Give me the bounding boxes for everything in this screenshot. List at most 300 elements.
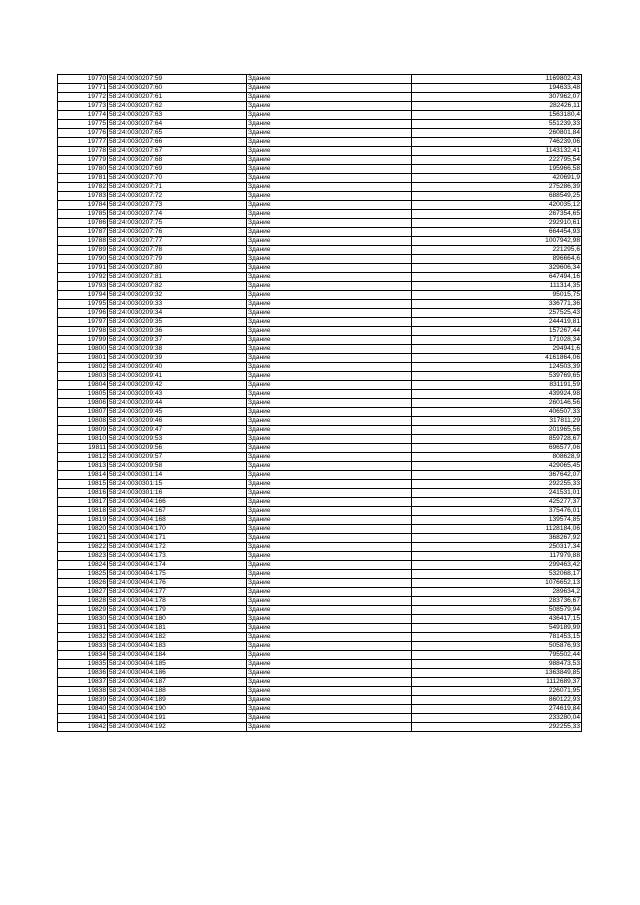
row-number-cell: 19827 xyxy=(58,588,108,597)
cadastral-value-cell: 664454,93 xyxy=(412,228,582,237)
cadastral-value-cell: 781453,15 xyxy=(412,633,582,642)
table-row xyxy=(58,363,582,372)
object-type-cell: Здание xyxy=(247,615,412,624)
table-row xyxy=(58,291,582,300)
cadastral-number-cell: 58:24:0030207:72 xyxy=(108,192,247,201)
cadastral-value-cell: 831191,59 xyxy=(412,381,582,390)
table-row xyxy=(58,543,582,552)
object-type-cell: Здание xyxy=(247,165,412,174)
cadastral-value-cell: 194633,48 xyxy=(412,84,582,93)
object-type-cell: Здание xyxy=(247,534,412,543)
cadastral-value-cell: 425277,37 xyxy=(412,498,582,507)
cadastral-value-cell: 289634,2 xyxy=(412,588,582,597)
cadastral-number-cell: 58:24:0030404:172 xyxy=(108,543,247,552)
table-row xyxy=(58,381,582,390)
row-number-cell: 19796 xyxy=(58,309,108,318)
object-type-cell: Здание xyxy=(247,381,412,390)
cadastral-number-cell: 58:24:0030207:60 xyxy=(108,84,247,93)
cadastral-value-cell: 505876,93 xyxy=(412,642,582,651)
row-number-cell: 19835 xyxy=(58,660,108,669)
table-row xyxy=(58,102,582,111)
row-number-cell: 19793 xyxy=(58,282,108,291)
row-number-cell: 19797 xyxy=(58,318,108,327)
row-number-cell: 19824 xyxy=(58,561,108,570)
cadastral-value-cell: 367642,07 xyxy=(412,471,582,480)
table-row xyxy=(58,606,582,615)
cadastral-value-cell: 317811,29 xyxy=(412,417,582,426)
cadastral-number-cell: 58:24:0030404:190 xyxy=(108,705,247,714)
cadastral-number-cell: 58:24:0030301:15 xyxy=(108,480,247,489)
cadastral-value-cell: 406507,33 xyxy=(412,408,582,417)
cadastral-number-cell: 58:24:0030207:63 xyxy=(108,111,247,120)
table-row xyxy=(58,426,582,435)
object-type-cell: Здание xyxy=(247,84,412,93)
row-number-cell: 19776 xyxy=(58,129,108,138)
object-type-cell: Здание xyxy=(247,516,412,525)
cadastral-number-cell: 58:24:0030209:33 xyxy=(108,300,247,309)
object-type-cell: Здание xyxy=(247,372,412,381)
row-number-cell: 19809 xyxy=(58,426,108,435)
object-type-cell: Здание xyxy=(247,246,412,255)
cadastral-value-cell: 241531,01 xyxy=(412,489,582,498)
table-row xyxy=(58,282,582,291)
cadastral-value-cell: 1007942,98 xyxy=(412,237,582,246)
cadastral-number-cell: 58:24:0030404:183 xyxy=(108,642,247,651)
object-type-cell: Здание xyxy=(247,723,412,732)
object-type-cell: Здание xyxy=(247,201,412,210)
row-number-cell: 19799 xyxy=(58,336,108,345)
row-number-cell: 19770 xyxy=(58,75,108,84)
object-type-cell: Здание xyxy=(247,129,412,138)
row-number-cell: 19779 xyxy=(58,156,108,165)
cadastral-value-cell: 746239,06 xyxy=(412,138,582,147)
object-type-cell: Здание xyxy=(247,633,412,642)
cadastral-value-cell: 292255,33 xyxy=(412,480,582,489)
cadastral-value-cell: 696577,06 xyxy=(412,444,582,453)
cadastral-number-cell: 58:24:0030209:41 xyxy=(108,372,247,381)
object-type-cell: Здание xyxy=(247,264,412,273)
object-type-cell: Здание xyxy=(247,399,412,408)
table-row xyxy=(58,597,582,606)
row-number-cell: 19778 xyxy=(58,147,108,156)
cadastral-value-cell: 222795,54 xyxy=(412,156,582,165)
row-number-cell: 19823 xyxy=(58,552,108,561)
table-row xyxy=(58,255,582,264)
cadastral-value-cell: 4161864,06 xyxy=(412,354,582,363)
cadastral-number-cell: 58:24:0030301:14 xyxy=(108,471,247,480)
cadastral-number-cell: 58:24:0030404:192 xyxy=(108,723,247,732)
cadastral-value-cell: 859728,67 xyxy=(412,435,582,444)
cadastral-number-cell: 58:24:0030404:180 xyxy=(108,615,247,624)
row-number-cell: 19790 xyxy=(58,255,108,264)
cadastral-value-cell: 896664,6 xyxy=(412,255,582,264)
row-number-cell: 19780 xyxy=(58,165,108,174)
cadastral-number-cell: 58:24:0030209:36 xyxy=(108,327,247,336)
row-number-cell: 19786 xyxy=(58,219,108,228)
table-row xyxy=(58,390,582,399)
object-type-cell: Здание xyxy=(247,255,412,264)
cadastral-number-cell: 58:24:0030209:58 xyxy=(108,462,247,471)
cadastral-number-cell: 58:24:0030207:77 xyxy=(108,237,247,246)
cadastral-value-cell: 808628,9 xyxy=(412,453,582,462)
cadastral-number-cell: 58:24:0030207:76 xyxy=(108,228,247,237)
object-type-cell: Здание xyxy=(247,687,412,696)
object-type-cell: Здание xyxy=(247,525,412,534)
object-type-cell: Здание xyxy=(247,678,412,687)
cadastral-value-cell: 111314,35 xyxy=(412,282,582,291)
table-row xyxy=(58,444,582,453)
cadastral-value-cell: 139574,85 xyxy=(412,516,582,525)
object-type-cell: Здание xyxy=(247,336,412,345)
row-number-cell: 19781 xyxy=(58,174,108,183)
cadastral-number-cell: 58:24:0030209:53 xyxy=(108,435,247,444)
cadastral-value-cell: 375476,01 xyxy=(412,507,582,516)
cadastral-value-cell: 647494,16 xyxy=(412,273,582,282)
cadastral-number-cell: 58:24:0030404:173 xyxy=(108,552,247,561)
cadastral-number-cell: 58:24:0030207:66 xyxy=(108,138,247,147)
cadastral-number-cell: 58:24:0030207:68 xyxy=(108,156,247,165)
cadastral-number-cell: 58:24:0030209:47 xyxy=(108,426,247,435)
table-row xyxy=(58,687,582,696)
row-number-cell: 19834 xyxy=(58,651,108,660)
cadastral-value-cell: 988473,53 xyxy=(412,660,582,669)
cadastral-value-cell: 201965,56 xyxy=(412,426,582,435)
cadastral-value-cell: 282426,11 xyxy=(412,102,582,111)
row-number-cell: 19785 xyxy=(58,210,108,219)
row-number-cell: 19784 xyxy=(58,201,108,210)
table-row xyxy=(58,624,582,633)
row-number-cell: 19798 xyxy=(58,327,108,336)
table-row xyxy=(58,435,582,444)
cadastral-value-cell: 260801,84 xyxy=(412,129,582,138)
table-row xyxy=(58,498,582,507)
object-type-cell: Здание xyxy=(247,489,412,498)
cadastral-number-cell: 58:24:0030404:167 xyxy=(108,507,247,516)
cadastral-number-cell: 58:24:0030207:71 xyxy=(108,183,247,192)
row-number-cell: 19802 xyxy=(58,363,108,372)
cadastral-number-cell: 58:24:0030207:75 xyxy=(108,219,247,228)
cadastral-value-cell: 171028,34 xyxy=(412,336,582,345)
cadastral-value-cell: 1112689,37 xyxy=(412,678,582,687)
cadastral-number-cell: 58:24:0030207:80 xyxy=(108,264,247,273)
row-number-cell: 19808 xyxy=(58,417,108,426)
cadastral-value-cell: 688549,25 xyxy=(412,192,582,201)
table-row xyxy=(58,336,582,345)
cadastral-number-cell: 58:24:0030209:44 xyxy=(108,399,247,408)
row-number-cell: 19811 xyxy=(58,444,108,453)
object-type-cell: Здание xyxy=(247,75,412,84)
cadastral-value-cell: 860122,93 xyxy=(412,696,582,705)
table-row xyxy=(58,471,582,480)
table-row xyxy=(58,174,582,183)
cadastral-value-cell: 233280,04 xyxy=(412,714,582,723)
cadastral-number-cell: 58:24:0030209:46 xyxy=(108,417,247,426)
cadastral-number-cell: 58:24:0030207:65 xyxy=(108,129,247,138)
cadastral-number-cell: 58:24:0030207:69 xyxy=(108,165,247,174)
cadastral-number-cell: 58:24:0030207:81 xyxy=(108,273,247,282)
table-row xyxy=(58,156,582,165)
cadastral-number-cell: 58:24:0030404:176 xyxy=(108,579,247,588)
table-row xyxy=(58,552,582,561)
cadastral-value-cell: 292255,33 xyxy=(412,723,582,732)
row-number-cell: 19831 xyxy=(58,624,108,633)
table-row xyxy=(58,237,582,246)
table-row xyxy=(58,714,582,723)
object-type-cell: Здание xyxy=(247,183,412,192)
row-number-cell: 19792 xyxy=(58,273,108,282)
cadastral-number-cell: 58:24:0030207:62 xyxy=(108,102,247,111)
object-type-cell: Здание xyxy=(247,453,412,462)
table-row xyxy=(58,183,582,192)
table-row xyxy=(58,516,582,525)
object-type-cell: Здание xyxy=(247,318,412,327)
object-type-cell: Здание xyxy=(247,156,412,165)
object-type-cell: Здание xyxy=(247,471,412,480)
cadastral-value-cell: 307962,07 xyxy=(412,93,582,102)
row-number-cell: 19833 xyxy=(58,642,108,651)
row-number-cell: 19789 xyxy=(58,246,108,255)
table-row xyxy=(58,705,582,714)
cadastral-value-cell: 1076652,13 xyxy=(412,579,582,588)
object-type-cell: Здание xyxy=(247,309,412,318)
table-row xyxy=(58,318,582,327)
object-type-cell: Здание xyxy=(247,282,412,291)
cadastral-value-cell: 275286,39 xyxy=(412,183,582,192)
row-number-cell: 19825 xyxy=(58,570,108,579)
table-row xyxy=(58,273,582,282)
row-number-cell: 19815 xyxy=(58,480,108,489)
cadastral-value-cell: 549189,99 xyxy=(412,624,582,633)
cadastral-number-cell: 58:24:0030209:34 xyxy=(108,309,247,318)
table-row xyxy=(58,327,582,336)
row-number-cell: 19772 xyxy=(58,93,108,102)
table-row xyxy=(58,93,582,102)
table-row xyxy=(58,228,582,237)
object-type-cell: Здание xyxy=(247,597,412,606)
cadastral-number-cell: 58:24:0030209:40 xyxy=(108,363,247,372)
object-type-cell: Здание xyxy=(247,507,412,516)
object-type-cell: Здание xyxy=(247,120,412,129)
object-type-cell: Здание xyxy=(247,192,412,201)
cadastral-number-cell: 58:24:0030207:61 xyxy=(108,93,247,102)
row-number-cell: 19788 xyxy=(58,237,108,246)
row-number-cell: 19812 xyxy=(58,453,108,462)
table-row xyxy=(58,219,582,228)
object-type-cell: Здание xyxy=(247,498,412,507)
table-row xyxy=(58,264,582,273)
cadastral-number-cell: 58:24:0030404:175 xyxy=(108,570,247,579)
object-type-cell: Здание xyxy=(247,273,412,282)
cadastral-value-cell: 157267,44 xyxy=(412,327,582,336)
cadastral-number-cell: 58:24:0030207:70 xyxy=(108,174,247,183)
object-type-cell: Здание xyxy=(247,363,412,372)
object-type-cell: Здание xyxy=(247,147,412,156)
cadastral-number-cell: 58:24:0030404:184 xyxy=(108,651,247,660)
cadastral-number-cell: 58:24:0030209:38 xyxy=(108,345,247,354)
cadastral-number-cell: 58:24:0030404:185 xyxy=(108,660,247,669)
table-row xyxy=(58,462,582,471)
table-row xyxy=(58,669,582,678)
cadastral-value-cell: 1143132,41 xyxy=(412,147,582,156)
table-row xyxy=(58,192,582,201)
object-type-cell: Здание xyxy=(247,588,412,597)
cadastral-number-cell: 58:24:0030207:67 xyxy=(108,147,247,156)
cadastral-value-cell: 795502,44 xyxy=(412,651,582,660)
table-row xyxy=(58,408,582,417)
cadastral-value-cell: 1128184,06 xyxy=(412,525,582,534)
row-number-cell: 19807 xyxy=(58,408,108,417)
cadastral-value-cell: 420691,9 xyxy=(412,174,582,183)
cadastral-number-cell: 58:24:0030404:191 xyxy=(108,714,247,723)
cadastral-number-cell: 58:24:0030209:56 xyxy=(108,444,247,453)
row-number-cell: 19818 xyxy=(58,507,108,516)
cadastral-value-cell: 260146,56 xyxy=(412,399,582,408)
cadastral-number-cell: 58:24:0030404:178 xyxy=(108,597,247,606)
object-type-cell: Здание xyxy=(247,354,412,363)
row-number-cell: 19842 xyxy=(58,723,108,732)
cadastral-number-cell: 58:24:0030404:168 xyxy=(108,516,247,525)
row-number-cell: 19822 xyxy=(58,543,108,552)
cadastral-number-cell: 58:24:0030209:37 xyxy=(108,336,247,345)
object-type-cell: Здание xyxy=(247,102,412,111)
table-row xyxy=(58,399,582,408)
row-number-cell: 19782 xyxy=(58,183,108,192)
table-row xyxy=(58,480,582,489)
row-number-cell: 19819 xyxy=(58,516,108,525)
row-number-cell: 19801 xyxy=(58,354,108,363)
table-row xyxy=(58,246,582,255)
object-type-cell: Здание xyxy=(247,552,412,561)
table-row xyxy=(58,534,582,543)
cadastral-number-cell: 58:24:0030404:179 xyxy=(108,606,247,615)
cadastral-value-cell: 299463,42 xyxy=(412,561,582,570)
object-type-cell: Здание xyxy=(247,543,412,552)
table-row xyxy=(58,633,582,642)
table-row xyxy=(58,615,582,624)
object-type-cell: Здание xyxy=(247,408,412,417)
table-row xyxy=(58,678,582,687)
table-row xyxy=(58,129,582,138)
cadastral-value-cell: 539769,65 xyxy=(412,372,582,381)
cadastral-number-cell: 58:24:0030404:174 xyxy=(108,561,247,570)
table-row xyxy=(58,372,582,381)
object-type-cell: Здание xyxy=(247,579,412,588)
cadastral-value-cell: 551239,33 xyxy=(412,120,582,129)
cadastral-number-cell: 58:24:0030404:171 xyxy=(108,534,247,543)
cadastral-number-cell: 58:24:0030207:59 xyxy=(108,75,247,84)
table-row xyxy=(58,309,582,318)
table-row xyxy=(58,201,582,210)
cadastral-value-cell: 368267,92 xyxy=(412,534,582,543)
cadastral-number-cell: 58:24:0030404:177 xyxy=(108,588,247,597)
cadastral-value-cell: 1169802,43 xyxy=(412,75,582,84)
table-row xyxy=(58,75,582,84)
cadastral-value-cell: 250317,34 xyxy=(412,543,582,552)
row-number-cell: 19817 xyxy=(58,498,108,507)
table-body xyxy=(58,75,582,732)
row-number-cell: 19820 xyxy=(58,525,108,534)
object-type-cell: Здание xyxy=(247,660,412,669)
cadastral-number-cell: 58:24:0030207:74 xyxy=(108,210,247,219)
table-row xyxy=(58,651,582,660)
row-number-cell: 19787 xyxy=(58,228,108,237)
row-number-cell: 19816 xyxy=(58,489,108,498)
cadastral-value-cell: 124503,39 xyxy=(412,363,582,372)
cadastral-value-cell: 439924,98 xyxy=(412,390,582,399)
cadastral-number-cell: 58:24:0030207:79 xyxy=(108,255,247,264)
row-number-cell: 19813 xyxy=(58,462,108,471)
table-row xyxy=(58,300,582,309)
cadastral-number-cell: 58:24:0030301:16 xyxy=(108,489,247,498)
object-type-cell: Здание xyxy=(247,111,412,120)
cadastral-value-cell: 1363849,85 xyxy=(412,669,582,678)
cadastral-value-cell: 117979,88 xyxy=(412,552,582,561)
object-type-cell: Здание xyxy=(247,444,412,453)
row-number-cell: 19839 xyxy=(58,696,108,705)
row-number-cell: 19775 xyxy=(58,120,108,129)
table-row xyxy=(58,588,582,597)
row-number-cell: 19832 xyxy=(58,633,108,642)
object-type-cell: Здание xyxy=(247,570,412,579)
table-row xyxy=(58,111,582,120)
row-number-cell: 19794 xyxy=(58,291,108,300)
cadastral-value-cell: 292910,61 xyxy=(412,219,582,228)
cadastral-number-cell: 58:24:0030209:57 xyxy=(108,453,247,462)
table-row xyxy=(58,579,582,588)
cadastral-number-cell: 58:24:0030404:182 xyxy=(108,633,247,642)
table-row xyxy=(58,660,582,669)
table-row xyxy=(58,417,582,426)
table-row xyxy=(58,453,582,462)
cadastral-value-cell: 283736,67 xyxy=(412,597,582,606)
object-type-cell: Здание xyxy=(247,300,412,309)
object-type-cell: Здание xyxy=(247,93,412,102)
row-number-cell: 19814 xyxy=(58,471,108,480)
row-number-cell: 19837 xyxy=(58,678,108,687)
object-type-cell: Здание xyxy=(247,417,412,426)
row-number-cell: 19806 xyxy=(58,399,108,408)
object-type-cell: Здание xyxy=(247,345,412,354)
object-type-cell: Здание xyxy=(247,327,412,336)
object-type-cell: Здание xyxy=(247,705,412,714)
cadastral-number-cell: 58:24:0030404:186 xyxy=(108,669,247,678)
cadastral-value-cell: 420035,12 xyxy=(412,201,582,210)
cadastral-number-cell: 58:24:0030209:32 xyxy=(108,291,247,300)
row-number-cell: 19783 xyxy=(58,192,108,201)
object-type-cell: Здание xyxy=(247,642,412,651)
row-number-cell: 19791 xyxy=(58,264,108,273)
table-row xyxy=(58,489,582,498)
row-number-cell: 19830 xyxy=(58,615,108,624)
row-number-cell: 19771 xyxy=(58,84,108,93)
cadastral-value-cell: 195966,58 xyxy=(412,165,582,174)
object-type-cell: Здание xyxy=(247,651,412,660)
cadastral-value-cell: 436417,15 xyxy=(412,615,582,624)
object-type-cell: Здание xyxy=(247,219,412,228)
cadastral-number-cell: 58:24:0030207:73 xyxy=(108,201,247,210)
row-number-cell: 19803 xyxy=(58,372,108,381)
table-row xyxy=(58,525,582,534)
object-type-cell: Здание xyxy=(247,237,412,246)
object-type-cell: Здание xyxy=(247,390,412,399)
table-row xyxy=(58,138,582,147)
row-number-cell: 19804 xyxy=(58,381,108,390)
row-number-cell: 19840 xyxy=(58,705,108,714)
cadastral-number-cell: 58:24:0030209:35 xyxy=(108,318,247,327)
cadastral-number-cell: 58:24:0030404:170 xyxy=(108,525,247,534)
object-type-cell: Здание xyxy=(247,669,412,678)
cadastral-value-cell: 429065,45 xyxy=(412,462,582,471)
